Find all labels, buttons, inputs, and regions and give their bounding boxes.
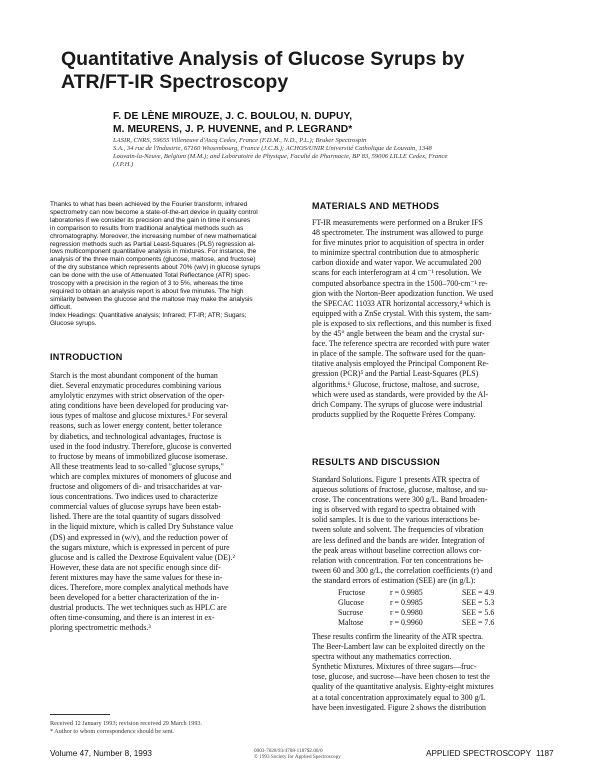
journal-name: APPLIED SPECTROSCOPY — [426, 749, 532, 758]
index-headings — [50, 312, 300, 328]
materials-text — [312, 218, 559, 420]
text-line: The Beer-Lambert law can be exploited directly on the — [312, 642, 485, 652]
text-line: lished. There are the total quantity of sugars dissolved — [50, 512, 221, 522]
footnotes — [50, 720, 300, 736]
text-line: aqueous solutions of fructose, glucose, maltose, and su- — [312, 485, 488, 495]
index-line: Glucose syrups. — [50, 319, 97, 327]
text-line: All these treatments lead to so-called "glucose syrups," — [50, 461, 224, 471]
text-line: ious types of maltose and glucose mixtures.¹ For several — [50, 411, 228, 421]
text-line: algorithms.⁶ Glucose, fructose, maltose, and sucrose, — [312, 379, 480, 389]
text-line: the SPECAC 11033 ATR horizontal accessory,⁴ which is — [312, 298, 491, 308]
text-line: ing is observed with regard to spectra obtained with — [312, 505, 476, 515]
copyright-line: © 1993 Society for Applied Spectroscopy — [254, 754, 341, 761]
text-line: ploring spectrometric methods.³ — [50, 623, 151, 633]
sugar-cell: Sucrose — [338, 608, 363, 617]
abstract-line: troscopy with a precision in the region of 3 to 5%, whereas the time — [50, 280, 243, 288]
text-line: tose, glucose, and sucrose—have been chosen to test the — [312, 672, 490, 682]
text-line: for five minutes prior to acquisition of spectra in order — [312, 238, 485, 248]
affiliation-line: (J.P.H.) — [113, 161, 134, 169]
text-line: gion with the Norton-Beer apodization function. We used — [312, 288, 494, 298]
results-text-standard — [312, 475, 559, 586]
footnote-line: * Author to whom correspondence should be sent. — [50, 728, 175, 735]
text-line: ple is exposed to six reflections, and this number is fixed — [312, 318, 492, 328]
affiliation-line: S.A., 34 rue de l'Industrie, 67160 Wissembourg, France (J.C.B.); ACHOS/UNIR Université Catholique de Louvain, 1348 — [113, 145, 432, 153]
text-line: by diabetics, and technological advantages, fructose is — [50, 431, 222, 441]
r-cell: r = 0.9985 — [390, 598, 423, 607]
text-line: often time-consuming, and there is an interest in ex- — [50, 613, 215, 623]
text-line: gression (PCR)⁵ and the Partial Least-Squares (PLS) — [312, 369, 479, 379]
text-line: diet. Several enzymatic procedures combining various — [50, 381, 222, 391]
r-cell: r = 0.9980 — [390, 608, 423, 617]
affiliations — [113, 137, 553, 169]
abstract-line: analysis of the three main components (glucose, maltose, and fructose) — [50, 256, 256, 264]
text-line: Starch is the most abundant component of the human — [50, 371, 218, 380]
abstract-line: regression methods such as Partial Least-Squares (PLS) regression al- — [50, 240, 256, 248]
see-cell: SEE = 4.9 — [462, 588, 495, 597]
see-cell: SEE = 5.3 — [462, 598, 495, 607]
text-line: crose. The concentrations were 300 g/L. Band broaden- — [312, 495, 488, 505]
text-line: have been investigated. Figure 2 shows the distribution — [312, 702, 487, 712]
text-line: fructose and oligomers of di- and trisaccharides at var- — [50, 482, 223, 492]
text-line: dices. Therefore, more complex analytical methods have — [50, 582, 229, 592]
text-line: ating conditions have been developed for producing var- — [50, 401, 229, 411]
affiliation-line: Louvain-la-Neuve, Belgium (M.M.); and Laboratoire de Physique, Faculté de Pharmacie, BP 83, 59006 LILLE Cedex, France — [113, 153, 448, 161]
abstract-line: laboratories if we consider its precision and the gain in time it ensures — [50, 216, 251, 224]
results-heading: RESULTS AND DISCUSSION — [312, 457, 441, 467]
text-line: which are complex mixtures of monomers of glucose and — [50, 471, 232, 481]
text-line: These results confirm the linearity of the ATR spectra. — [312, 632, 484, 641]
text-line: to minimize spectral contribution due to atmospheric — [312, 248, 479, 258]
text-line: to fructose by means of immobilized glucose isomerase. — [50, 451, 228, 461]
text-line: reasons, such as lower energy content, better tolerance — [50, 421, 222, 431]
text-line: tween 60 and 300 g/L, the correlation coefficients (r) and — [312, 565, 493, 575]
footnote-divider — [50, 714, 110, 715]
text-line: which were used as standards, were provided by the Al- — [312, 389, 489, 399]
footnote-line: Received 12 January 1993; revision received 29 March 1993. — [50, 720, 203, 727]
text-line: titative analysis employed the Principal Component Re- — [312, 359, 489, 369]
correlation-table — [338, 588, 548, 628]
text-line: equipped with a ZnSe crystal. With this system, the sam- — [312, 308, 492, 318]
text-line: by the 45° angle between the beam and the crystal sur- — [312, 329, 485, 339]
abstract-line: similarity between the glucose and the maltose may make the analysis — [50, 295, 253, 303]
text-line: quality of the quantitative analysis. Eighty-eight mixtures — [312, 682, 494, 692]
text-line: tween solute and solvent. The frequencies of vibration — [312, 525, 484, 535]
abstract-line: difficult. — [50, 303, 72, 311]
text-line: in place of the sample. The software used for the quan- — [312, 349, 486, 359]
text-line: in the liquid mixture, which is called Dry Substance value — [50, 522, 234, 532]
text-line: commercial values of glucose syrups have been estab- — [50, 502, 222, 512]
text-line: products supplied by the Roquette Frères Company. — [312, 409, 476, 419]
text-line: dustrial products. The wet techniques such as HPLC are — [50, 603, 227, 613]
text-line: 48 spectrometer. The instrument was allowed to purge — [312, 228, 484, 238]
introduction-heading: INTRODUCTION — [50, 352, 123, 362]
text-line: Standard Solutions. Figure 1 presents ATR spectra of — [312, 475, 480, 484]
text-line: drich Company. The syrups of glucose were industrial — [312, 399, 483, 409]
text-line: at a total concentration approximately equal to 300 g/L — [312, 692, 486, 702]
text-line: Synthetic Mixtures. Mixtures of three sugars—fruc- — [312, 662, 477, 672]
author-line: F. DE LÈNE MIROUZE, J. C. BOULOU, N. DUPUY, — [113, 111, 353, 122]
text-line: the sugars mixture, which is expressed in percent of pure — [50, 542, 230, 552]
text-line: amylolytic enzymes with strict observation of the oper- — [50, 391, 225, 401]
text-line: ferent mixtures may have the same values for these in- — [50, 572, 223, 582]
affiliation-line: LASIR, CNRS, 59655 Villeneuve d'Ascq Cedex, France (F.D.M., N.D., P.L.); Bruker Spectrospin — [113, 137, 367, 144]
text-line: face. The reference spectra are recorded with pure water — [312, 339, 490, 349]
article-title — [61, 48, 541, 94]
abstract-line: can be done with the use of Attenuated Total Reflectance (ATR) spec- — [50, 272, 251, 280]
text-line: solid samples. It is due to the various interactions be- — [312, 515, 480, 525]
text-line: are less defined and the bands are wider. Integration of — [312, 535, 485, 545]
r-cell: r = 0.9960 — [390, 618, 423, 627]
abstract-line: in comparison to results from traditional analytical methods such as — [50, 224, 244, 232]
volume-info: Volume 47, Number 8, 1993 — [50, 749, 152, 758]
text-line: spectra without any mathematics correction. — [312, 652, 452, 662]
title-line: ATR/FT-IR Spectroscopy — [61, 71, 289, 93]
abstract-line: required to obtain an analysis report is about five minutes. The high — [50, 287, 244, 295]
materials-heading: MATERIALS AND METHODS — [312, 201, 440, 211]
abstract — [50, 201, 300, 312]
see-cell: SEE = 5.6 — [462, 608, 495, 617]
results-text-mixtures — [312, 632, 559, 713]
text-line: carbon dioxide and water vapor. We accumulated 200 — [312, 258, 482, 268]
table-row — [338, 618, 548, 628]
sugar-cell: Fructose — [338, 588, 366, 597]
abstract-line: lows multicomponent quantitative analysis in mixtures. For instance, the — [50, 248, 257, 256]
sugar-cell: Maltose — [338, 618, 364, 627]
issn-line: 0003-7028/93/4708-1187$2.00/0 — [254, 748, 323, 754]
table-row — [338, 608, 548, 618]
index-line: Index Headings: Quantitative analysis; Infrared; FT-IR; ATR; Sugars; — [50, 312, 247, 319]
author-list — [113, 111, 553, 136]
abstract-line: Thanks to what has been achieved by the Fourier transform, infrared — [50, 201, 248, 208]
introduction-text — [50, 371, 300, 633]
page-number: 1187 — [536, 749, 554, 758]
abstract-line: of the dry substance which represents about 70% (w/v) in glucose syrups — [50, 264, 261, 272]
table-row — [338, 598, 548, 608]
text-line: the peak areas without baseline correction allows cor- — [312, 545, 482, 555]
text-line: FT-IR measurements were performed on a Bruker IFS — [312, 218, 483, 227]
text-line: ious concentrations. Two indices used to characterize — [50, 492, 218, 502]
table-row — [338, 588, 548, 598]
see-cell: SEE = 7.6 — [462, 618, 495, 627]
text-line: been developed for a better characterization of the in- — [50, 593, 220, 603]
text-line: relation with concentration. For ten concentrations be- — [312, 555, 484, 565]
issn-info — [254, 748, 364, 761]
author-line: M. MEURENS, J. P. HUVENNE, and P. LEGRAND* — [113, 123, 353, 135]
r-cell: r = 0.9985 — [390, 588, 423, 597]
abstract-line: spectrometry can now become a state-of-the-art device in quality control — [50, 208, 258, 216]
sugar-cell: Glucose — [338, 598, 364, 607]
text-line: (DS) and expressed in (w/v), and the reduction power of — [50, 532, 228, 542]
text-line: used in the food industry. Therefore, glucose is converted — [50, 441, 232, 451]
title-line: Quantitative Analysis of Glucose Syrups by — [61, 48, 465, 70]
abstract-line: chromatography. Moreover, the increasing number of new mathematical — [50, 232, 257, 240]
text-line: glucose and is called the Dextrose Equivalent value (DE).² — [50, 552, 235, 562]
text-line: the standard errors of estimation (SEE) are (in g/L): — [312, 575, 476, 585]
text-line: computed absorbance spectra in the 1500–700-cm⁻¹ re- — [312, 278, 488, 288]
text-line: scans for each interferogram at 4 cm⁻¹ resolution. We — [312, 268, 482, 278]
text-line: However, these data are not specific enough since dif- — [50, 562, 221, 572]
